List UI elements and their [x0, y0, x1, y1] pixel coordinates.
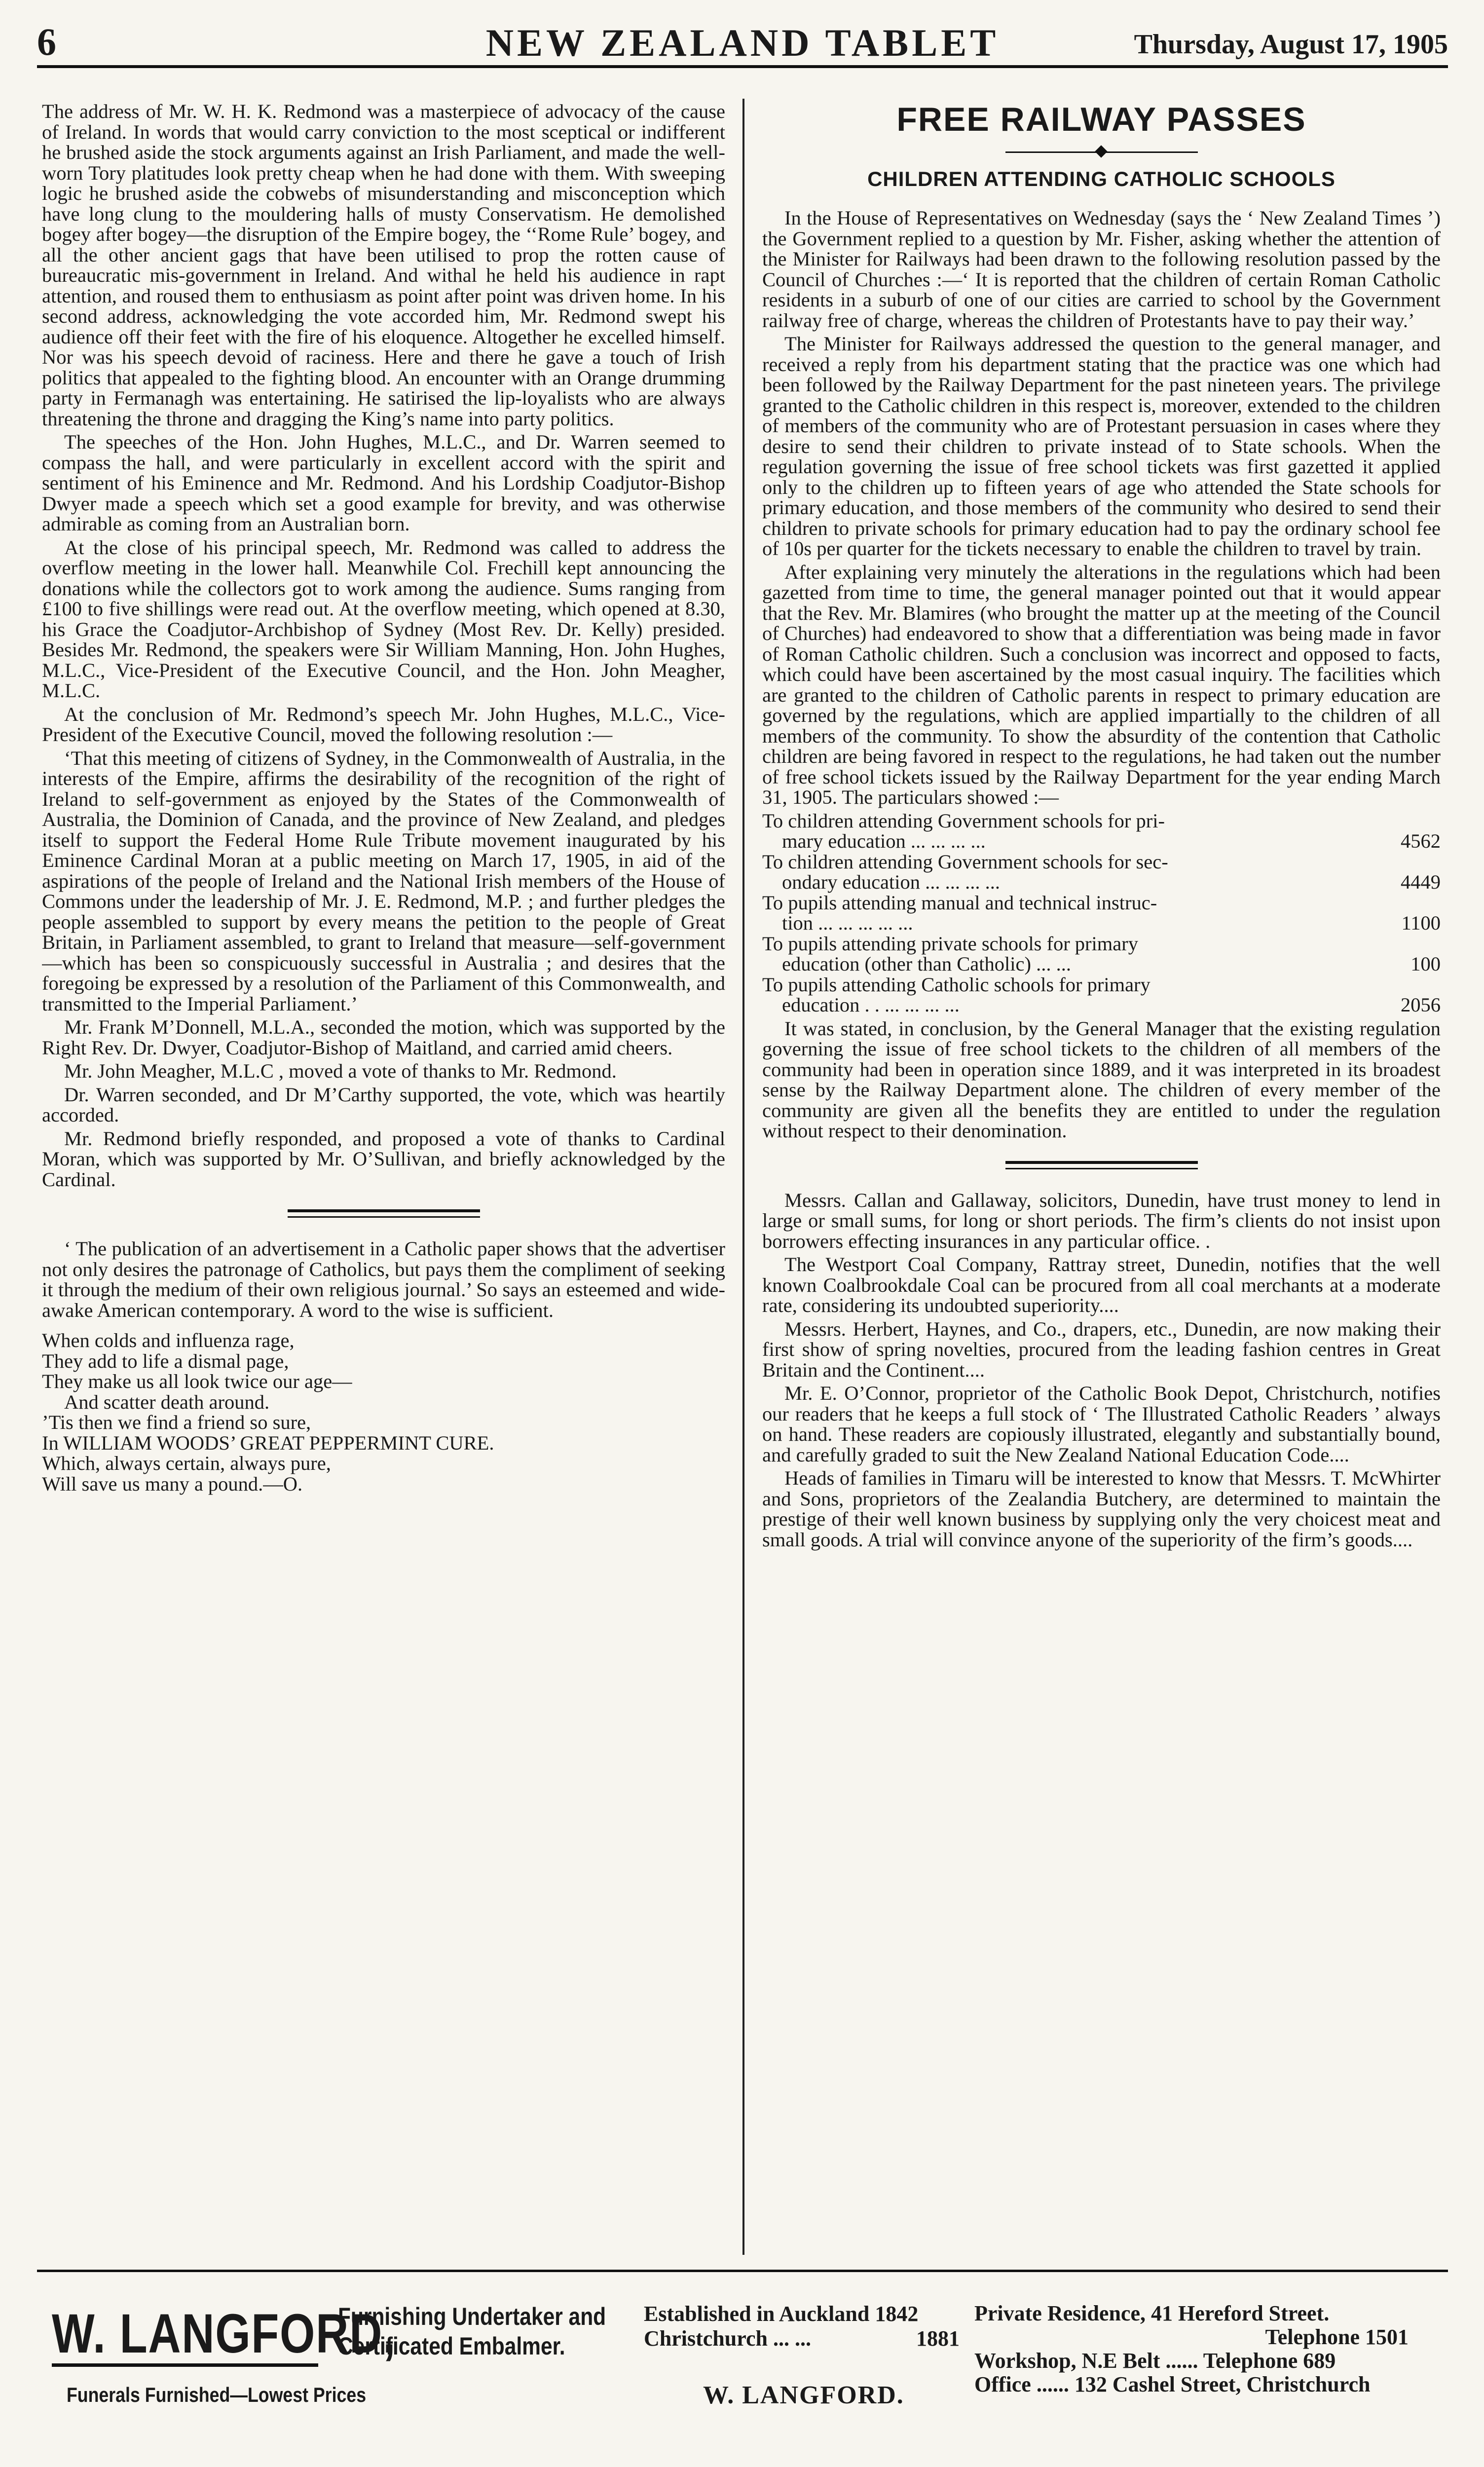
- article-paragraph: Mr. John Meagher, M.L.C , moved a vote of thanks to Mr. Redmond.: [64, 1060, 617, 1082]
- advertiser-roles: [338, 2302, 606, 2361]
- statistic-count: 100: [1410, 953, 1441, 975]
- article-paragraph: It was stated, in conclusion, by the General Manager that the existing regulation governing the issue of free school tickets to the children of all members of the community had been in operation since 1889, and it was interpreted in its broadest sense by the Railway Department alone. The children of every member of the community are given all the benefits they are entitled to under the regulation without respect to their denomination.: [762, 1017, 1441, 1142]
- advertiser-name-underline: [52, 2363, 318, 2367]
- statistic-label-cont: education . . ... ... ... ...: [782, 994, 960, 1016]
- statistic-row: [762, 811, 1441, 852]
- article-paragraph: Dr. Warren seconded, and Dr M’Carthy supported, the vote, which was heartily accorded.: [42, 1083, 725, 1126]
- article-paragraph: At the conclusion of Mr. Redmond’s speech Mr. John Hughes, M.L.C., Vice-President of the Executive Council, moved the following resolution :—: [42, 703, 725, 746]
- christchurch-line: [644, 2326, 960, 2351]
- statistic-count: 1100: [1401, 912, 1441, 934]
- role-line: Furnishing Undertaker and: [338, 2303, 606, 2330]
- statistic-row: [762, 934, 1441, 974]
- notice-paragraph: Heads of families in Timaru will be interested to know that Messrs. T. McWhirter and Sons, proprietors of the Zealandia Butchery, are determined to maintain the prestige of their well known business by supplying only the very choicest meat and small goods. A trial will convince anyone of the superiority of the firm’s goods....: [762, 1467, 1441, 1551]
- statistic-count: 2056: [1401, 994, 1441, 1016]
- section-separator: [288, 1209, 480, 1218]
- statistic-label: To pupils attending private schools for primary: [762, 932, 1139, 955]
- notice-paragraph: Mr. E. O’Connor, proprietor of the Catholic Book Depot, Christchurch, notifies our readers that he keeps a full stock of ‘ The Illustrated Catholic Readers ’ always on hand. These readers are copiously illustrated, elegantly and substantially bound, and carefully graded to suit the New Zealand National Education Code....: [762, 1382, 1441, 1466]
- residence-line: Private Residence, 41 Hereford Street.: [974, 2301, 1330, 2325]
- issue-date: Thursday, August 17, 1905: [1134, 29, 1448, 60]
- poem-line: And scatter death around.: [64, 1390, 270, 1413]
- masthead: [37, 20, 1448, 67]
- article-paragraph: Mr. Frank M’Donnell, M.L.A., seconded the motion, which was supported by the Right Rev. Dr. Dwyer, Coadjutor-Bishop of Maitland, and carried amid cheers.: [42, 1016, 725, 1059]
- christchurch-year: 1881: [916, 2326, 960, 2351]
- article-paragraph: The address of Mr. W. H. K. Redmond was a masterpiece of advocacy of the cause of Ireland. In words that would carry conviction to the most sceptical or indifferent he brushed aside the stock arguments against an Irish Parliament, and made the well-worn Tory platitudes look pretty cheap when he had done with them. With sweeping logic he brushed aside the cobwebs of misunderstanding and misconception which have long clung to the mouldering halls of musty Conservatism. He demolished bogey after bogey—the disruption of the Empire bogey, the ‘‘Rome Rule’ bogey, and all the other ancient gags that have been utilised to prop the rotten cause of bureaucratic mis-government in Ireland. And withal he held his audience in rapt attention, and roused them to enthusiasm as point after point was driven home. In his second address, acknowledging the vote accorded him, Mr. Redmond swept his audience off their feet with the fire of his eloquence. Altogether he excelled himself. Nor was his speech devoid of raciness. Here and there he gave a touch of Irish politics that appealed to the fighting blood. An encounter with an Orange drumming party in Fermanagh was entertaining. He satirised the lip-loyalists who are always threatening the throne and dragging the King’s name into party politics.: [42, 101, 725, 430]
- section-separator: [1005, 1161, 1198, 1169]
- statistic-label: To children attending Government schools for pri-: [762, 809, 1165, 832]
- statistic-label-cont: ondary education ... ... ... ...: [782, 871, 1001, 893]
- statistic-count: 4449: [1401, 871, 1441, 893]
- article-paragraph: Mr. Redmond briefly responded, and proposed a vote of thanks to Cardinal Moran, which was supported by Mr. O’Sullivan, and briefly acknowledged by the Cardinal.: [42, 1127, 725, 1191]
- christchurch-label: Christchurch ... ...: [644, 2326, 811, 2351]
- statistic-label: To pupils attending Catholic schools for primary: [762, 973, 1150, 996]
- peppermint-cure-poem: [42, 1330, 725, 1494]
- article-paragraph: The speeches of the Hon. John Hughes, M.L.C., and Dr. Warren seemed to compass the hall, and were particularly in excellent accord with the spirit and sentiment of his Eminence and Mr. Redmond. And his Lordship Coadjutor-Bishop Dwyer made a speech which set a good example for brevity, and was otherwise admirable as coming from an Australian born.: [42, 431, 725, 535]
- office-line: Office ...... 132 Cashel Street, Christchurch: [974, 2372, 1371, 2396]
- article-subheadline: CHILDREN ATTENDING CATHOLIC SCHOOLS: [867, 167, 1336, 190]
- poem-line: ’Tis then we find a friend so sure,: [42, 1411, 311, 1433]
- article-headline: FREE RAILWAY PASSES: [896, 101, 1306, 138]
- statistic-label-cont: education (other than Catholic) ... ...: [782, 953, 1071, 975]
- article-paragraph: The Minister for Railways addressed the question to the general manager, and received a reply from his department stating that the practice was one which had been followed by the Railway Department for the past nineteen years. The privilege granted to the Catholic children in this respect is, moreover, extended to the children of members of the community who are of Protestant persuasion in cases where they desire to send their children to private instead of to State schools. When the regulation governing the issue of free school tickets was first gazetted it applied only to the children up to fifteen years of age who attended the State schools for primary education, and those members of the community who desired to send their children to private schools for primary education had to pay the ordinary school fee of 10s per quarter for the tickets necessary to enable the children to travel by train.: [762, 333, 1441, 560]
- ticket-statistics: [762, 811, 1441, 1015]
- role-line: Certificated Embalmer.: [338, 2332, 565, 2360]
- established-line: Established in Auckland 1842: [644, 2302, 919, 2326]
- article-paragraph: In the House of Representatives on Wednesday (says the ‘ New Zealand Times ’) the Government replied to a question by Mr. Fisher, asking whether the attention of the Minister for Railways had been drawn to the following resolution passed by the Council of Churches :—‘ It is reported that the children of certain Roman Catholic residents in a suburb of one of our cities are carried to school by the Government railway free of charge, whereas the children of Protestants have to pay their way.’: [762, 207, 1441, 332]
- statistic-row: [762, 974, 1441, 1015]
- advertiser-signature: W. LANGFORD.: [703, 2381, 904, 2409]
- headline-ornament: [1005, 145, 1198, 159]
- statistic-label: To pupils attending manual and technical instruc-: [762, 891, 1157, 914]
- notice-paragraph: Messrs. Callan and Gallaway, solicitors, Dunedin, have trust money to lend in large or small sums, for long or short periods. The firm’s clients do not insist upon borrowers effecting insurances in any particular office. .: [762, 1189, 1441, 1252]
- statistic-label-cont: tion ... ... ... ... ...: [782, 912, 913, 934]
- article-paragraph: At the close of his principal speech, Mr. Redmond was called to address the overflow meeting in the lower hall. Meanwhile Col. Frechill kept announcing the donations while the collectors got to work among the audience. Sums ranging from £100 to five shillings were read out. At the overflow meeting, which opened at 8.30, his Grace the Coadjutor-Archbishop of Sydney (Most Rev. Dr. Kelly) presided. Besides Mr. Redmond, the speakers were Sir William Manning, Hon. John Hughes, M.L.C., Vice-President of the Executive Council, and the Hon. John Meagher, M.L.C.: [42, 536, 725, 702]
- poem-line: They make us all look twice our age—: [42, 1370, 352, 1392]
- right-column: [762, 101, 1441, 2262]
- poem-line: Which, always certain, always pure,: [42, 1452, 331, 1474]
- poem-line: When colds and influenza rage,: [42, 1329, 295, 1351]
- left-column: [42, 101, 725, 2262]
- address-block: [974, 2302, 1409, 2396]
- column-divider: [742, 99, 744, 2255]
- workshop-line: Workshop, N.E Belt ...... Telephone 689: [974, 2349, 1336, 2373]
- statistic-row: [762, 852, 1441, 893]
- poem-line: They add to life a dismal page,: [42, 1349, 289, 1372]
- page-number: 6: [37, 20, 56, 63]
- statistic-label: To children attending Government schools for sec-: [762, 850, 1168, 873]
- resolution-paragraph: ‘That this meeting of citizens of Sydney, in the Commonwealth of Australia, in the interests of the Empire, affirms the desirability of the recognition of the right of Ireland to self-government as enjoyed by the States of the Commonwealth of Australia, the Dominion of Canada, and the province of New Zealand, and pledges itself to support the Federal Home Rule Tribute movement inaugurated by his Eminence Cardinal Moran at a public meeting on March 17, 1905, in aid of the aspirations of the people of Ireland and the National Irish members of the House of Commons under the leadership of Mr. J. E. Redmond, M.P. ; and further pledges the people assembled to support by every means the petition to the people of Great Britain, in Parliament assembled, to grant to Ireland that measure—self-government—which has been so conspicuously successful in Australia ; and desires that the foregoing be expressed by a resolution of the Parliament of this Commonwealth, and transmitted to the Imperial Parliament.’: [42, 747, 725, 1015]
- article-paragraph: After explaining very minutely the alterations in the regulations which had been gazetted from time to time, the general manager pointed out that it would appear that the Rev. Mr. Blamires (who brought the matter up at the meeting of the Council of Churches) had endeavored to show that a differentiation was being made in favor of Roman Catholic children. Such a conclusion was incorrect and opposed to facts, which could have been ascertained by the most casual inquiry. The facilities which are granted to the children of Catholic parents in respect to primary education are governed by the regulations, which are applied impartially to the children of all members of the community. To show the absurdity of the contention that Catholic children are being favored in respect to the regulations, he had taken out the number of free school tickets issued by the Railway Department for the year ending March 31, 1905. The particulars showed :—: [762, 561, 1441, 808]
- advertising-quote: ‘ The publication of an advertisement in a Catholic paper shows that the advertiser not only desires the patronage of Catholics, but pays them the compliment of seeking it through the medium of their own religious journal.’ So says an esteemed and wide-awake American contemporary. A word to the wise is sufficient.: [42, 1237, 725, 1321]
- advertiser-name: W. LANGFORD,: [52, 2303, 397, 2364]
- newspaper-title: NEW ZEALAND TABLET: [485, 21, 1000, 64]
- poem-line: In WILLIAM WOODS’ GREAT PEPPERMINT CURE.: [42, 1431, 494, 1454]
- masthead-rule: [37, 65, 1448, 68]
- statistic-row: [762, 893, 1441, 934]
- statistic-count: 4562: [1401, 830, 1441, 852]
- poem-line: Will save us many a pound.—O.: [42, 1472, 303, 1495]
- notice-paragraph: The Westport Coal Company, Rattray street, Dunedin, notifies that the well known Coalbrookdale Coal can be procured from all coal merchants at a moderate rate, considering its undoubted superiority....: [762, 1253, 1441, 1316]
- residence-phone: Telephone 1501: [1265, 2325, 1409, 2349]
- langford-advertisement: [37, 2282, 1448, 2467]
- statistic-label-cont: mary education ... ... ... ...: [782, 830, 986, 852]
- redmond-article: [42, 101, 725, 1190]
- established-info: [644, 2302, 960, 2351]
- notice-paragraph: Messrs. Herbert, Haynes, and Co., drapers, etc., Dunedin, are now making their first show of spring novelties, procured from the leading fashion centres in Great Britain and the Continent....: [762, 1317, 1441, 1381]
- footer-rule: [37, 2270, 1448, 2272]
- advertiser-tagline: Funerals Furnished—Lowest Prices: [67, 2383, 367, 2406]
